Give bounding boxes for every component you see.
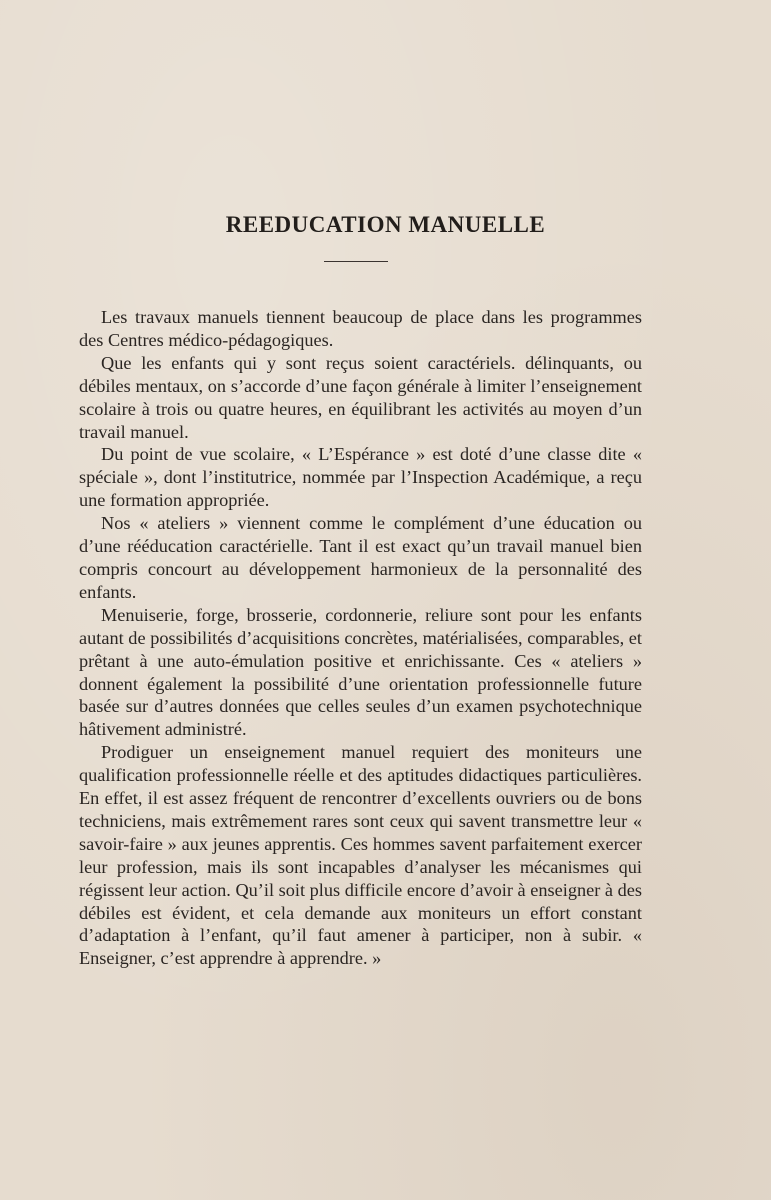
paragraph-3: Du point de vue scolaire, « L’Espérance » est doté d’une classe dite « spéciale », dont l’institutrice, nommée par l’Inspection Académique, a reçu une formation appropriée. xyxy=(79,444,642,511)
document-body xyxy=(79,306,642,970)
document-title: REEDUCATION MANUELLE xyxy=(225,212,546,237)
paragraph-1: Les travaux manuels tiennent beaucoup de place dans les programmes des Centres médico-pédagogiques. xyxy=(79,307,642,350)
title-divider xyxy=(324,261,388,262)
paragraph-4: Nos « ateliers » viennent comme le complément d’une éducation ou d’une rééducation caractérielle. Tant il est exact qu’un travail manuel bien compris concourt au développement harmonieux de la personnalité des enfants. xyxy=(79,513,642,602)
paragraph-2: Que les enfants qui y sont reçus soient caractériels. délinquants, ou débiles mentaux, on s’accorde d’une façon générale à limiter l’enseignement scolaire à trois ou quatre heures, en équilibrant les activités au moyen d’un travail manuel. xyxy=(79,352,642,442)
paragraph-6: Prodiguer un enseignement manuel requiert des moniteurs une qualification professionnelle réelle et des aptitudes didactiques particulières. En effet, il est assez fréquent de rencontrer d’excellents ouvriers ou de bons techniciens, mais extrêmement rares sont ceux qui savent transmettre leur « savoir-faire » aux jeunes apprentis. Ces hommes savent parfaitement exercer leur profession, mais ils sont incapables d’analyser les mécanismes qui régissent leur action. Qu’il soit plus difficile encore d’avoir à enseigner à des débiles est évident, et cela demande aux moniteurs un effort constant d’adaptation à l’enfant, qu’il faut amener à participer, non à subir. « Enseigner, c’est apprendre à apprendre. » xyxy=(79,742,642,969)
paragraph-5: Menuiserie, forge, brosserie, cordonnerie, reliure sont pour les enfants autant de possibilités d’acquisitions concrètes, matérialisées, comparables, et prêtant à une auto-émulation positive et enrichissante. Ces « ateliers » donnent également la possibilité d’une orientation professionnelle future basée sur d’autres données que celles seules d’un examen psychotechnique hâtivement administré. xyxy=(79,604,642,740)
